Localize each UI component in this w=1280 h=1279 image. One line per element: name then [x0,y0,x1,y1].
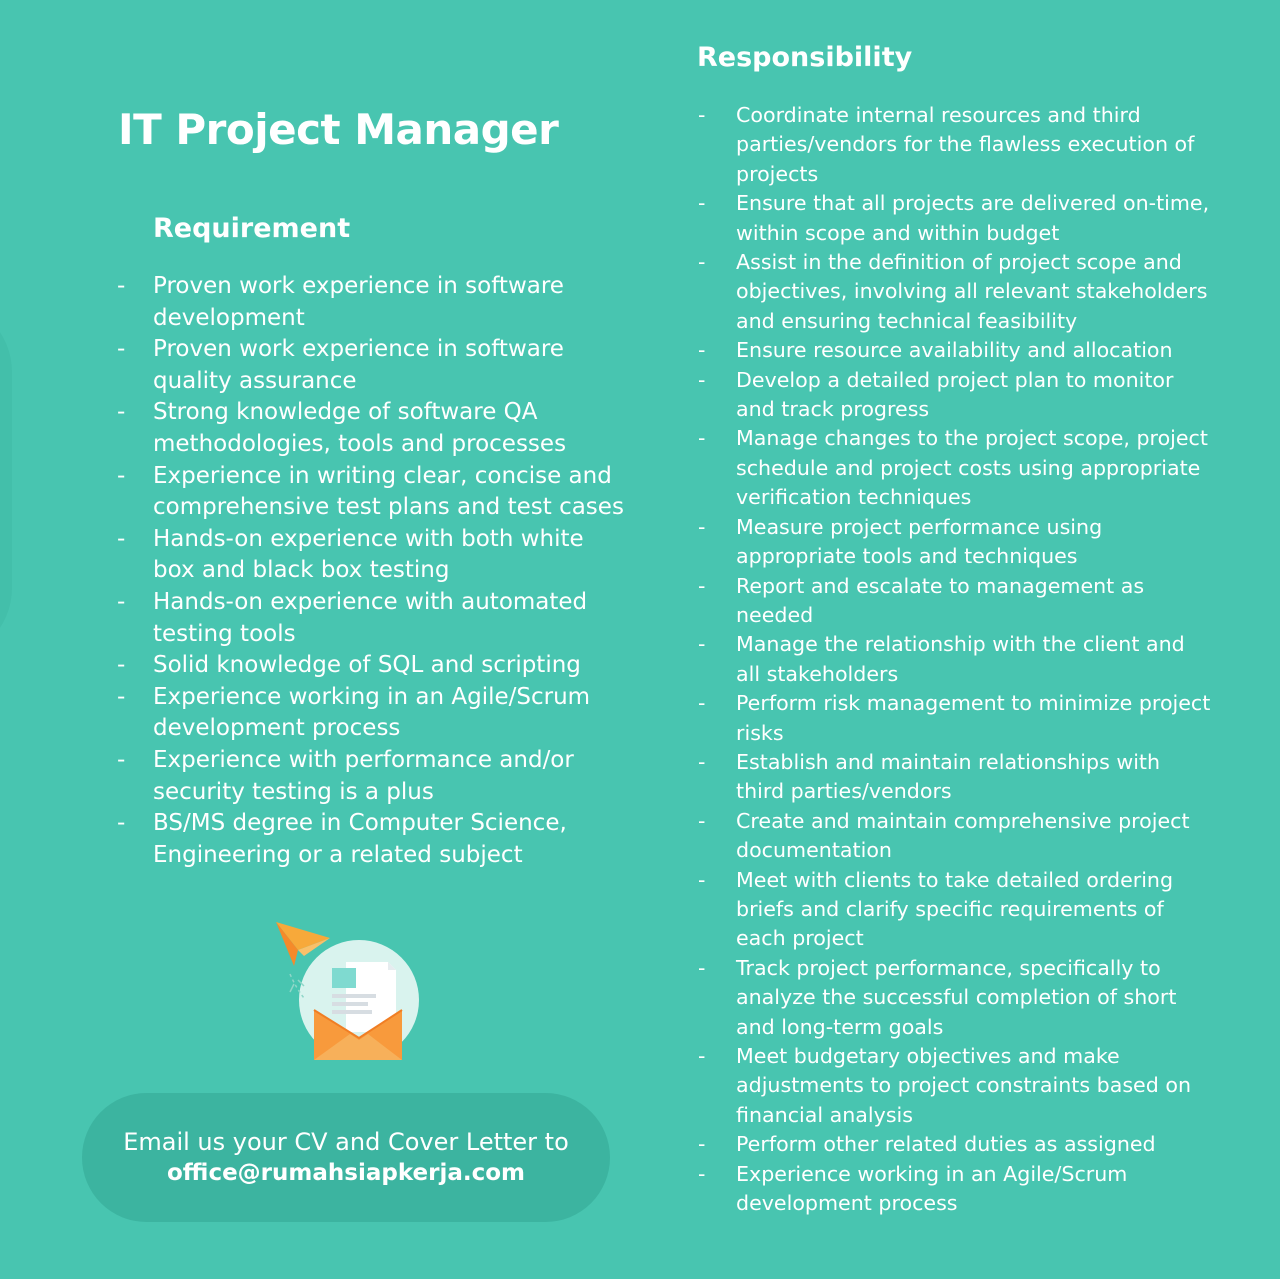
bullet-dash: - [117,588,126,615]
bullet-dash: - [698,338,706,363]
list-item-text: Experience in writing clear, concise and comprehensive test plans and test cases [153,462,624,521]
list-item [698,954,1211,1042]
list-item-text: Solid knowledge of SQL and scripting [153,652,581,679]
bullet-dash: - [698,367,706,392]
list-item [117,461,628,524]
list-item-text: Ensure that all projects are delivered on-time, within scope and within budget [736,191,1210,245]
bullet-dash: - [698,632,706,657]
list-item-text: BS/MS degree in Computer Science, Engineering or a related subject [153,810,567,868]
bullet-dash: - [117,399,126,426]
list-item-text: Perform other related duties as assigned [736,1132,1156,1157]
list-item-text: Report and escalate to management as needed [736,573,1145,627]
list-item-text: Develop a detailed project plan to monitor and track progress [736,367,1174,422]
requirement-list [117,271,628,871]
bullet-dash: - [698,691,706,716]
bullet-dash: - [698,514,706,539]
bullet-dash: - [117,746,126,773]
bullet-dash: - [698,1044,706,1068]
list-item-text: Manage the relationship with the client and all stakeholders [736,632,1185,686]
list-item-text: Proven work experience in software quality assurance [153,336,564,394]
list-item [117,334,628,397]
list-item [698,689,1211,748]
background-arc [0,300,12,660]
list-item-text: Experience working in an Agile/Scrum development process [153,683,591,742]
list-item [698,1160,1211,1219]
list-item-text: Hands-on experience with automated testing tools [153,588,588,647]
responsibility-list [698,101,1211,1218]
email-instruction-text: Email us your CV and Cover Letter to [123,1127,569,1156]
list-item [698,336,1211,365]
list-item-text: Establish and maintain relationships with third parties/vendors [736,749,1161,804]
bullet-dash: - [117,525,126,552]
email-contact-pill [82,1093,610,1222]
list-item-text: Proven work experience in software development [153,273,564,331]
requirement-heading: Requirement [153,213,351,244]
email-address-link[interactable]: office@rumahsiapkerja.com [167,1159,525,1186]
bullet-dash: - [698,867,706,892]
list-item [698,866,1211,954]
list-item-text: Meet with clients to take detailed ordering briefs and clarify specific requirements of each project [736,867,1174,951]
bullet-dash: - [117,683,126,710]
bullet-dash: - [698,426,706,451]
bullet-dash: - [698,573,706,598]
bullet-dash: - [117,810,126,837]
bullet-dash: - [698,1161,706,1186]
list-item-text: Assist in the definition of project scope and objectives, involving all relevant stakeholders and ensuring technical feasibility [736,250,1208,333]
bullet-dash: - [698,250,706,275]
list-item [698,424,1211,512]
list-item [117,650,628,682]
list-item-text: Manage changes to the project scope, project schedule and project costs using appropriate verification techniques [736,426,1208,510]
list-item-text: Strong knowledge of software QA methodologies, tools and processes [153,399,567,457]
bullet-dash: - [698,808,706,833]
list-item-text: Measure project performance using appropriate tools and techniques [736,514,1103,569]
list-item [698,1130,1211,1159]
list-item [117,587,628,650]
list-item [698,630,1211,689]
list-item [698,366,1211,425]
list-item-text: Experience with performance and/or security testing is a plus [153,746,574,805]
bullet-dash: - [698,191,706,216]
list-item [117,397,628,460]
bullet-dash: - [117,462,126,489]
list-item [117,524,628,587]
list-item-text: Hands-on experience with both white box and black box testing [153,525,584,584]
list-item-text: Perform risk management to minimize project risks [736,691,1211,745]
list-item [698,572,1211,631]
list-item-text: Ensure resource availability and allocation [736,338,1173,363]
list-item [117,271,628,334]
list-item [698,748,1211,807]
responsibility-heading: Responsibility [697,42,913,73]
list-item [117,682,628,745]
bullet-dash: - [698,749,706,774]
bullet-dash: - [698,955,706,980]
job-title: IT Project Manager [118,105,559,154]
list-item-text: Meet budgetary objectives and make adjustments to project constraints based on financial analysis [736,1044,1191,1127]
list-item-text: Experience working in an Agile/Scrum development process [736,1161,1128,1216]
bullet-dash: - [698,1132,706,1157]
list-item [698,513,1211,572]
list-item [117,745,628,808]
list-item [698,189,1211,248]
list-item [698,807,1211,866]
bullet-dash: - [698,103,706,127]
list-item-text: Track project performance, specifically to analyze the successful completion of short and long-term goals [736,955,1177,1039]
list-item [698,101,1211,189]
list-item [117,808,628,871]
envelope-with-document-and-paper-plane-icon [268,920,428,1065]
bullet-dash: - [117,652,126,679]
bullet-dash: - [117,273,126,299]
list-item-text: Coordinate internal resources and third parties/vendors for the flawless execution of projects [736,103,1195,186]
bullet-dash: - [117,336,126,363]
list-item-text: Create and maintain comprehensive project documentation [736,808,1190,863]
list-item [698,1042,1211,1130]
list-item [698,248,1211,336]
